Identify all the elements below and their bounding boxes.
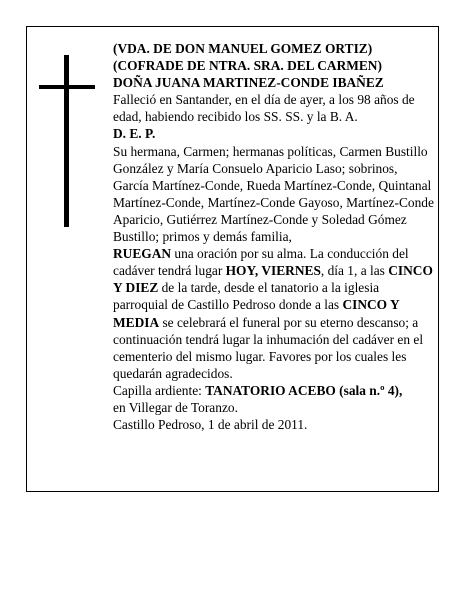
deceased-name: DOÑA JUANA MARTINEZ-CONDE IBAÑEZ [113,75,384,91]
family-paragraph: Su hermana, Carmen; hermanas políticas, Carmen Bustillo González y María Consuelo Aparicio Laso; sobrinos, García Martínez-Conde, Rueda Martínez-Conde, Quintanal Martínez-Conde, Martínez-Conde Gayoso, Martínez-Conde Aparicio, Gutiérrez Martínez-Conde y Soledad Gómez Bustillo; primos y demás familia, [113,143,434,245]
cinco-y-media-text: CINCO Y MEDIA [113,297,400,330]
ruegan-text: RUEGAN [113,246,172,262]
date-line: Castillo Pedroso, 1 de abril de 2011. [113,417,308,433]
capilla-line: Capilla ardiente: TANATORIO ACEBO (sala n.º 4), [113,382,403,398]
notice-content [113,40,435,433]
cross-icon [39,55,95,227]
cinco-y-diez-text: CINCO Y DIEZ [113,263,433,296]
hoy-viernes-text: HOY, VIERNES [225,263,321,279]
ceremony-paragraph: RUEGAN una oración por su alma. La conducción del cadáver tendrá lugar HOY, VIERNES, día 1, a las CINCO Y DIEZ de la tarde, desde el tanatorio a la iglesia parroquial de Castillo Pedroso donde a las CINCO Y MEDIA se celebrará el funeral por su eterno descanso; a continuación tendrá lugar la inhumación del cadáver en el cementerio del mismo lugar. Favores por los cuales les quedarán agradecidos. [113,246,433,381]
tanatorio-text: TANATORIO ACEBO (sala n.º 4), [205,382,403,398]
dep-line: D. E. P. [113,126,156,142]
location-line: en Villegar de Toranzo. [113,399,238,415]
obituary-notice [26,26,439,492]
header-cofrade-line: (COFRADE DE NTRA. SRA. DEL CARMEN) [113,58,382,74]
death-paragraph: Falleció en Santander, en el día de ayer, a los 98 años de edad, habiendo recibido los SS. SS. y la B. A. [113,92,415,125]
header-widow-line: (VDA. DE DON MANUEL GOMEZ ORTIZ) [113,41,373,56]
